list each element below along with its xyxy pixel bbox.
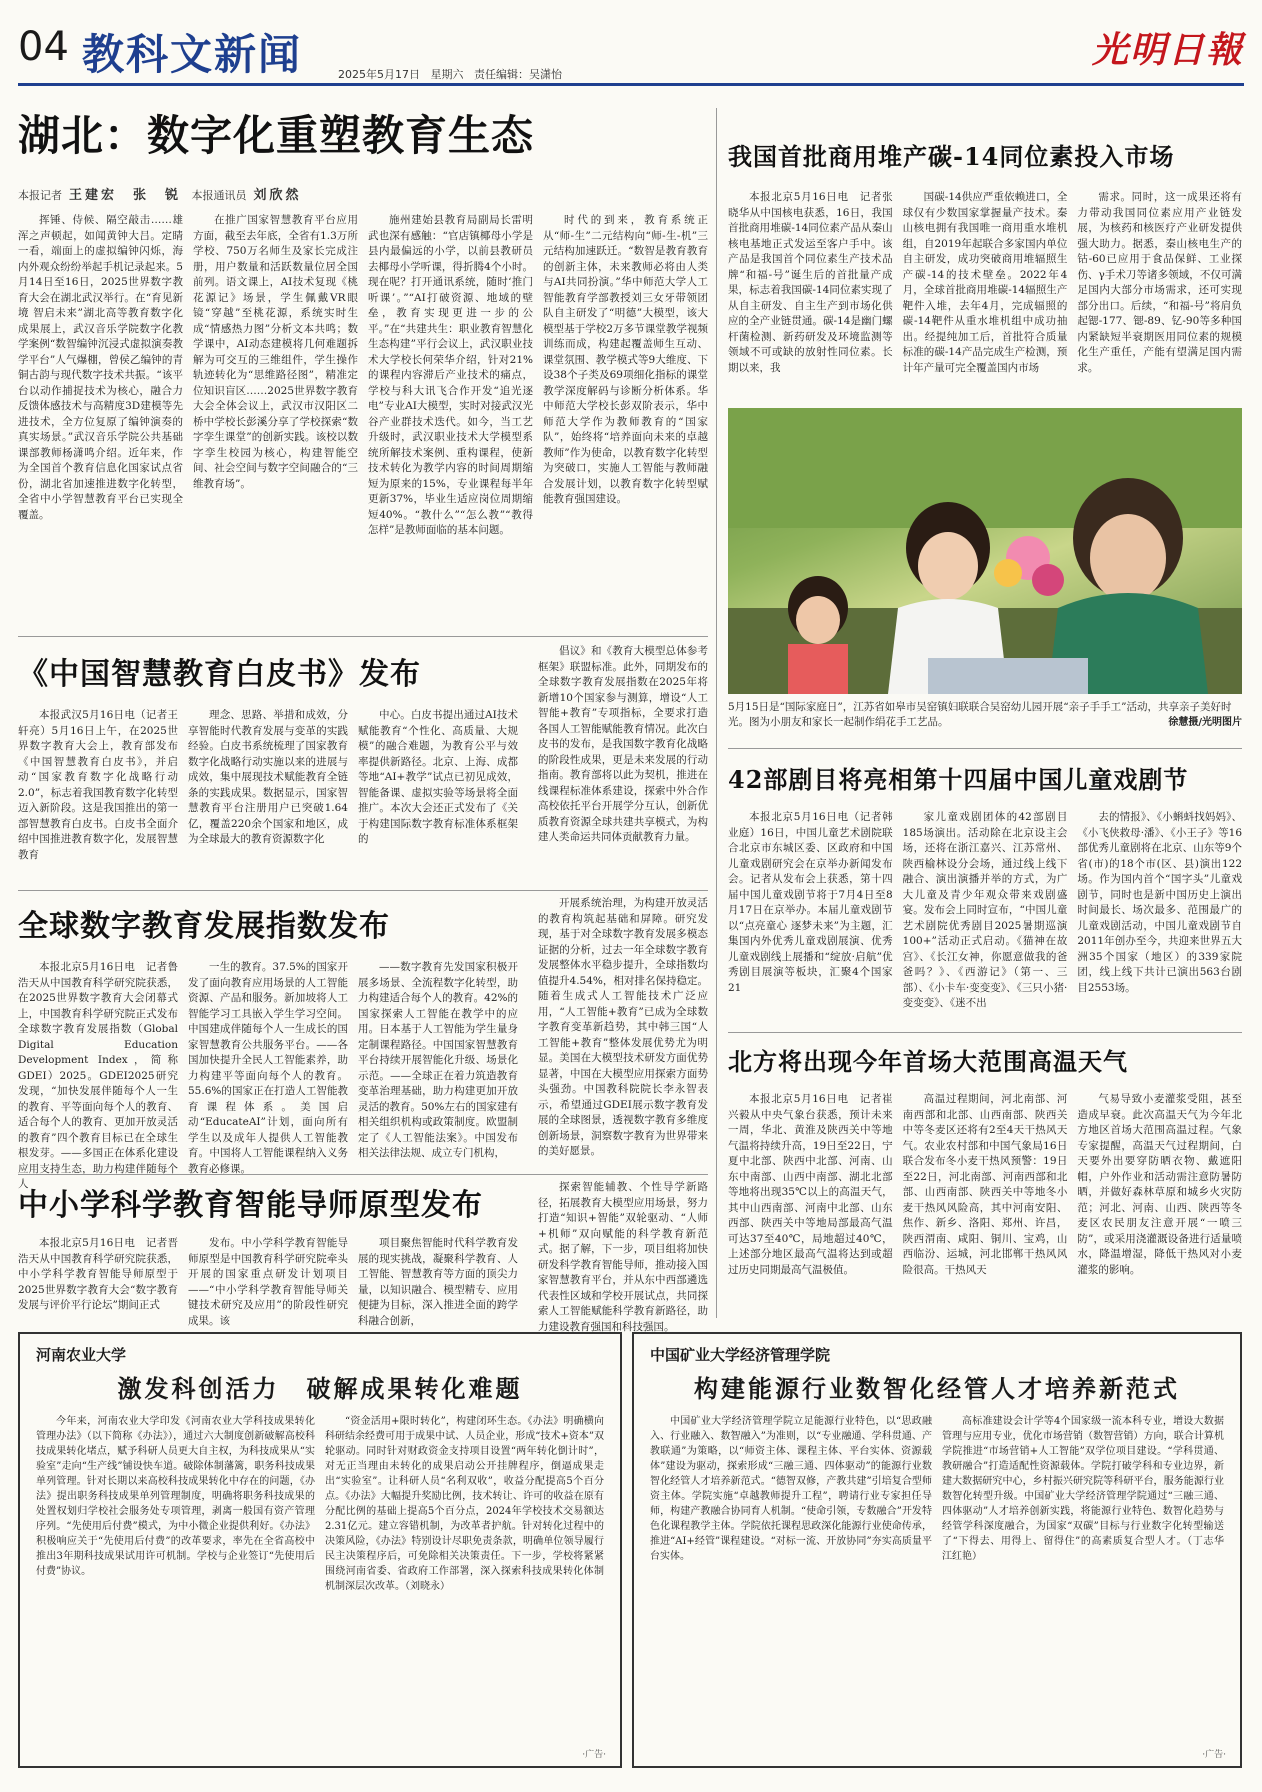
whitepaper-col-2: 理念、思路、举措和成效，分享智能时代教育发展与变革的实践经验。白皮书系统梳理了国家教育数字化战略行动实施以来的进展与成效，集中展现技术赋能教育全链条的实践成果。数据显示，国家智慧教育平台注册用户已突破1.64亿，覆盖220余个国家和地区，成为全球最大的教育资源数字化 — [188, 709, 348, 845]
hubei-col-4: 时代的到来，教育系统正从“师-生”二元结构向“师-生-机”三元结构加速跃迁。“数智是教育教育的创新主体，未来教师必将由人类与AI共同扮演。”华中师范大学人工智能教育学部教授刘三女牙带领团队自主研发了“明德”大模型，该大模型基于学校2万多节课堂教学视频训练而成，构建起覆盖师生互动、课堂氛围、教学模式等9大维度、下设38个子类及69项细化指标的课堂教学深度解码与诊断分析体系。华中师范大学校长彭双阶表示，华中师范大学作为教师教育的“国家队”，始终将“培养面向未来的卓越教师”作为使命，以教育数字化转型为突破口，实施人工智能与教师融合发展计划，以教育数字化转型赋能教育强国建设。 — [543, 214, 708, 505]
page-number: 04 — [18, 24, 69, 70]
ad-tag: ·广告· — [582, 1750, 606, 1760]
carbon-col-3: 需求。同时，这一成果还将有力带动我国同位素应用产业链发展，为核药和核医疗产业研发提供强大助力。据悉，秦山核电生产的钴-60已应用于食品保鲜、工业探伤、γ手术刀等诸多领域，不仅可满足国内大部分市场需求，还可实现部分出口。后续，“和福-号”将肩负起锶-177、锶-89、钇-90等多种国内紧缺短半衰期医用同位素的规模化生产重任，产能有望满足国内需求。 — [1077, 191, 1243, 374]
article-children-theater — [728, 756, 1242, 1026]
photo-caption: 5月15日是“国际家庭日”，江苏省如皋市吴窑镇妇联联合吴窑幼儿园开展“亲子手手工”活动，共享亲子美好时光。图为小朋友和家长一起制作绢花手工艺品。 徐慧摄/光明图片 — [728, 701, 1242, 728]
article-carbon14 — [728, 140, 1242, 398]
issue-weekday: 星期六 — [430, 68, 464, 81]
global-col-3: ——数字教育先发国家积极开展多场景、全流程数字化转型，助力构建适合每个人的教育。42%的国家探索人工智能在教学中的应用。日本基于人工智能为学生量身定制课程路径。中国国家智慧教育平台持续开展智能化升级、场景化示范。——全球正在着力筑造教育变革治理基础，助力构建更加开放灵活的教育。50%左右的国家建有相关组织机构或政策制度。欧盟制定了《人工智能法案》。中国发布相关法律法规、成立专门机构， — [358, 961, 518, 1159]
whitepaper-col-4: 倡议》和《教育大模型总体参考框架》联盟标准。此外，同期发布的全球数字教育发展指数在2025年将新增10个国家参与测算，增设“人工智能+教育”专项指标，全要求打造各国人工智能赋能教育情况。此次白皮书的发布，是我国数字教育化战略的阶段性成果，更是未来发展的行动指南。教育部将以此为契机，推进在线课程标准体系建设，探索中外合作高校依托平台开展学分互认，创新优质教育资源全球共建共享模式，为构建人类命运共同体贡献教育力量。 — [538, 645, 708, 843]
headline-smart-tutor: 中小学科学教育智能导师原型发布 — [18, 1188, 483, 1223]
tutor-col-4: 探索智能辅教、个性导学新路径，拓展教育大模型应用场景，努力打造“知识+智能”双轮驱动、“人师+机师”双向赋能的科学教育新范式。据了解，下一步，项目组将加快研发科学教育智能导师，推动接入国家智慧教育平台，并从东中西部遴选代表性区域和学校开展试点，共同探索人工智能赋能科学教育新路径，助力建设教育强国和科技强国。 — [538, 1181, 708, 1333]
photo-illustration — [728, 408, 1242, 694]
theater-col-2: 家儿童戏剧团体的42部剧目185场演出。活动除在北京设主会场，还将在浙江嘉兴、江苏常州、陕西榆林设分会场，通过线上线下融合、演出演播并举的方式，为广大儿童及青少年观众带来戏剧盛宴。发布会上同时宣布，“中国儿童艺术剧院优秀剧目2025暑期巡演100+”活动正式启动。《猫神在故宫》、《长江女神，你愿意做我的爸爸吗？》、《西游记》（第一、三部）、《小卡车·变变变》、《三只小猪·变变变》、《迷不出 — [902, 811, 1068, 1009]
ad-cumt-economics — [632, 1332, 1242, 1768]
divider — [716, 108, 717, 1318]
section-title: 教科文新闻 — [82, 30, 303, 79]
ad-cumt-col-2: 高标准建设会计学等4个国家级一流本科专业，增设大数据管理与应用专业，优化市场营销（数智营销）方向，联合计算机学院推进“市场营销+人工智能”双学位项目建设。“学科贯通、教研融合”打造适配性资源载体。学院打破学科和专业边界，新建大数据研究中心，乡村振兴研究院等科研平台，服务能源行业数智化转型升级。中国矿业大学经济管理学院通过“三融三通、四体驱动”人才培养创新实践，将能源行业特色、数智化趋势与经管学科深度融合，为国家“双碳”目标与行业数字化转型输送了“下得去、用得上、留得住”的高素质复合型人才。（丁志华 江红艳） — [942, 1416, 1234, 1562]
whitepaper-col-1: 本报武汉5月16日电（记者王轩亮）5月16日上午，在2025世界数字教育大会上，教育部发布《中国智慧教育白皮书》，并启动“国家教育数字化战略行动2.0”，标志着我国教育数字化转型迈入新阶段。这是我国推出的第一部智慧教育白皮书。白皮书全面介绍中国推进教育数字化，发展智慧教育 — [18, 709, 178, 861]
tutor-col-1: 本报北京5月16日电 记者晋浩天从中国教育科学研究院获悉，中小学科学教育智能导师原型于2025世界数字教育大会“数字教育发展与评价平行论坛”期间正式 — [18, 1237, 178, 1311]
ad-henan-col-1: 今年来，河南农业大学印发《河南农业大学科技成果转化管理办法》（以下简称《办法》），通过六大制度创新破解高校科技成果转化堵点，赋予科研人员更大自主权，为科技成果从“实验室”走向“生产线”铺设快车道。破除体制藩篱，职务科技成果单列管理。针对长期以来高校科技成果转化中存在的问题，《办法》提出职务科技成果单列管理制度，明确将职务科技成果的处置权划归学校社会服务处专项管理，剥离一般国有资产管理序列。“先使用后付费”模式，为中小微企业提供利好。《办法》积极响应关于“先使用后付费”的改革要求，率先在全省高校中推出3年期科技成果试用许可机制。学校与企业签订“先使用后付费”协议。 — [36, 1416, 315, 1577]
divider — [18, 636, 708, 637]
article-smart-tutor — [18, 1180, 708, 1333]
headline-children-theater: 42部剧目将亮相第十四届中国儿童戏剧节 — [728, 765, 1189, 794]
byline-hubei: 本报记者 王建宏 张 锐 本报通讯员 刘欣然 — [18, 188, 302, 203]
headline-whitepaper: 《中国智慧教育白皮书》发布 — [18, 657, 421, 692]
global-col-1: 本报北京5月16日电 记者鲁浩天从中国教育科学研究院获悉，在2025世界数字教育大会闭幕式上，中国教育科学研究院正式发布全球数字教育发展指数（Global Digital Education Development Index，简称GDEI）2025。GDEI2025研究发现，“加快发展伴随每个人一生的教育、平等面向每个人的教育、适合每个人的教育、更加开放灵活的教育”四个教育目标已在全球生根发芽。——多国正在体系化建设应用支持生态，助力构建伴随每个人 — [18, 961, 178, 1190]
divider — [728, 748, 1242, 749]
carbon-col-1: 本报北京5月16日电 记者张晓华从中国核电获悉，16日，我国首批商用堆碳-14同位素产品从秦山核电基地正式发运至客户手中。该产品是我国首个同位素生产技术品牌“和福-号”诞生后的首批量产成果，标志着我国碳-14同位素实现了从自主研发、自主生产到市场化供应的全产业链贯通。碳-14是幽门螺杆菌检测、新药研发及环境监测等领域不可或缺的放射性同位素。长期以来，我 — [728, 191, 893, 374]
ad-cumt-col-1: 中国矿业大学经济管理学院立足能源行业特色，以“思政融入、行业融入、数智融入”为准则，以“专业融通、学科贯通、产教联通”为策略，以“师资主体、课程主体、平台实体、资源载体”建设为驱动，探索形成“三融三通、四体驱动”的能源行业数智化经管人才培养新范式。“德智双修，产教共建”引培复合型师资主体。学院实施“卓越教师提升工程”，聘请行业专家担任导师，构建产教融合协同育人机制。“使命引领，专数融合”开发特色化课程教学主体。学院依托课程思政深化能源行业使命传承，推进“AI+经管”课程建设。“对标一流、开放协同”夯实高质量平台实体。 — [650, 1416, 932, 1562]
ad-tag: ·广告· — [1202, 1750, 1226, 1760]
hubei-col-3: 施州建始县教育局副局长雷明武也深有感触：“官店镇椰母小学是县内最偏远的小学，以前县教研员去椰母小学听课，得折腾4个小时。现在呢？打开通讯系统，随时‘推门听课’。”“AI打破资源、地域的壁垒，教育实现更进一步的公平。”在“共建共生：职业教育智慧化生态构建”平行会议上，武汉职业技术大学校长何荣华介绍，针对21%的课程内容滞后产业技术的痛点，学校与科大讯飞合作开发“追光逐电”专业AI大模型，实时对接武汉光谷产业群技术迭代。如今，当工艺升级时，武汉职业技术大学模型系统所解技术案例、重构课程，使新技术转化为教学内容的时间周期缩短为原来的15%，专业课程每半年更新37%，毕业生适应岗位周期缩短40%。“教什么”“怎么教”“教得怎样”是教师面临的基本问题。 — [368, 214, 533, 536]
headline-global-index: 全球数字教育发展指数发布 — [18, 909, 390, 944]
heat-col-3: 气易导致小麦灌浆受阻，甚至造成早衰。此次高温天气为今年北方地区首场大范围高温过程。气象专家提醒，高温天气过程期间，白天要外出要穿防晒衣物、戴遮阳帽，户外作业和活动需注意防暑防晒，并做好森林草原和城乡火灾防范；河北、河南、山西、陕西等冬麦区农民朋友注意开展“一喷三防”，或采用浇灌溉设备进行适量喷水，降温增湿，降低干热风对小麦灌浆的影响。 — [1077, 1093, 1243, 1276]
theater-col-3: 去的情报》、《小蝌蚪找妈妈》、《小飞侠救母·潘》、《小王子》等16部优秀儿童剧将在北京、山东等9个省(市)的18个市(区、县)演出122场。作为国内首个“国字头”儿童戏剧节，同时也是新中国历史上演出时间最长、场次最多、范围最广的儿童戏剧活动，中国儿童戏剧节自2011年创办至今，共迎来世界五大洲35个国家（地区）的339家院团，线上线下共计已演出563台剧目2553场。 — [1077, 811, 1243, 994]
article-global-index — [18, 896, 708, 1190]
article-heatwave — [728, 1040, 1242, 1320]
tutor-col-2: 发布。中小学科学教育智能导师原型是中国教育科学研究院牵头开展的国家重点研发计划项目——“中小学科学教育智能导师关键技术研究及应用”的阶段性研究成果。该 — [188, 1237, 348, 1327]
headline-heatwave: 北方将出现今年首场大范围高温天气 — [728, 1047, 1128, 1076]
heat-col-1: 本报北京5月16日电 记者崔兴毅从中央气象台获悉，预计未来一周，华北、黄淮及陕西关中等地气温将持续升高，19日至22日，宁夏中北部、陕西中北部、河南、山东中南部、山西中南部、湖北北部等地将出现35℃以上的高温天气，其中山西南部、河南中北部、山东西部、陕西关中等地局部最高气温可达37至40℃，局地超过40℃，上述部分地区最高气温将达到或超过历史同期最高气温极值。 — [728, 1093, 893, 1276]
tutor-col-3: 项目聚焦智能时代科学教育发展的现实挑战，凝聚科学教育、人工智能、智慧教育等方面的顶尖力量，以知识融合、模型精专、应用便捷为目标，深入推进全面的跨学科融合创新， — [358, 1237, 518, 1327]
whitepaper-col-3: 中心。白皮书提出通过AI技术赋能教育“个性化、高质量、大规模”的融合难题，为教育公平与效率提供新路径。北京、上海、成都等地“AI+教学”试点已初见成效，智能备课、虚拟实验等场景将全面推广。本次大会还正式发布了《关于构建国际数字教育标准体系框架的 — [358, 709, 518, 845]
article-hubei — [18, 108, 708, 628]
hubei-col-1: 挥锤、侍候、隔空敲击……雄浑之声顿起，如闻黄钟大吕。定睛一看，端面上的虚拟编钟闪烁，海内外观众纷纷举起手机记录起来。5月14日至16日，2025世界数字教育大会在湖北武汉举行。在“育见新境 智启未来”湖北高等教育数字化成果展上，武汉音乐学院数字化教学案例“数智编钟沉浸式虚拟演奏教学平台”人气爆棚，曾侯乙编钟的青铜古韵与现代数字技术共振。“该平台以动作捕捉技术为核心，融合力反馈体感技术与高精度3D建模等先进技术，全方位复原了编钟演奏的真实场景。”武汉音乐学院公共基础课部教师杨潇鸣介绍。近年来，作为全国首个教育信息化国家试点省份，湖北省加速推进数字化转型，全省中小学智慧教育平台已实现全覆盖。 — [18, 214, 183, 521]
masthead — [18, 22, 1244, 86]
issue-date: 2025年5月17日 — [338, 68, 420, 81]
ad-cumt-university: 中国矿业大学经济管理学院 — [650, 1346, 831, 1364]
headline-carbon14: 我国首批商用堆产碳-14同位素投入市场 — [728, 142, 1175, 171]
global-col-2: 一生的教育。37.5%的国家开发了面向教育应用场景的人工智能资源、产品和服务。新加坡将人工智能学习工具嵌入学生学习空间。中国建成伴随每个人一生成长的国家智慧教育公共服务平台。——各国加快提升全民人工智能素养，助力构建平等面向每个人的教育。55.6%的国家正在打造人工智能教育课程体系。美国启动“EducateAI”计划，面向所有学生以及成年人提供人工智能教育。中国将人工智能课程纳入义务教育必修课。 — [188, 961, 348, 1175]
theater-col-1: 本报北京5月16日电（记者韩业庭）16日，中国儿童艺术剧院联合北京市东城区委、区政府和中国儿童戏剧研究会在京举办新闻发布会。记者从发布会上获悉，第十四届中国儿童戏剧节将于7月4日至8月17日在京举办。本届儿童戏剧节以“点亮童心 逐梦未来”为主题，汇集国内外优秀儿童戏剧展演、优秀儿童戏剧线上展播和“绽放·启航”优秀剧目展演等板块，汇聚4个国家21 — [728, 811, 893, 994]
headline-hubei: 湖北：数字化重塑教育生态 — [18, 111, 535, 160]
ad-cumt-headline: 构建能源行业数智化经管人才培养新范式 — [694, 1374, 1180, 1403]
ad-henan-headline: 激发科创活力 破解成果转化难题 — [117, 1374, 523, 1403]
reporter-names: 王建宏 张 锐 — [69, 188, 182, 203]
news-photo — [728, 408, 1242, 694]
ad-henan-university: 河南农业大学 — [36, 1346, 127, 1364]
article-whitepaper — [18, 644, 708, 884]
issue-editor: 责任编辑：吴潇怡 — [474, 68, 562, 81]
divider — [728, 1032, 1242, 1033]
global-col-4: 开展系统治理，为构建开放灵活的教育构筑起基础和屏障。研究发现，基于对全球数字教育发展多模态证据的分析，过去一年全球数字教育发展整体水平稳步提升，全球指数均值提升4.54%，相对排名保持稳定。随着生成式人工智能技术广泛应用，“人工智能+教育”已成为全球数字教育变革新趋势，其中韩三国“人工智能+教育”整体发展优势尤为明显。美国在大模型技术研发方面优势显著，中国在大模型应用探索方面势头强劲。中国教科院院长李永智表示，希望通过GDEI展示数字教育发展的全球图景，透视数字教育多维度创新场景，洞察数字教育为世界带来的美好愿景。 — [538, 897, 708, 1157]
photo-credit: 徐慧摄/光明图片 — [1168, 717, 1242, 728]
issue-info — [338, 66, 562, 82]
carbon-col-2: 国碳-14供应严重依赖进口，全球仅有少数国家掌握量产技术。秦山核电拥有我国唯一商用重水堆机组，自2019年起联合多家国内单位自主研发，成功突破商用堆辐照生产碳-14的技术壁垒。2022年4月，全球首批商用堆碳-14辐照生产靶件入堆，去年4月，完成辐照的碳-14靶件从重水堆机组中成功抽出。经提纯加工后，首批符合质量标准的碳-14产品完成生产检测，预计年产量可完全覆盖国内市场 — [902, 191, 1068, 374]
ad-henan-agricultural — [18, 1332, 622, 1768]
divider — [18, 890, 708, 891]
divider — [18, 1174, 708, 1175]
heat-col-2: 高温过程期间，河北南部、河南西部和北部、山西南部、陕西关中等冬麦区还将有2至4天干热风天气。农业农村部和中国气象局16日联合发布冬小麦干热风预警：19日至22日，河北南部、河南西部和北部、山西南部、陕西关中等地冬小麦干热风风险高，其中河南安阳、焦作、新乡、洛阳、郑州、许昌，陕西渭南、咸阳、铜川、宝鸡，山西临汾、运城，河北邯郸干热风风险很高。干热风天 — [902, 1093, 1068, 1276]
newspaper-logo: 光明日報 — [1091, 29, 1244, 71]
correspondent-name: 刘欣然 — [253, 188, 302, 203]
hubei-col-2: 在推广国家智慧教育平台应用方面，截至去年底，全省有1.3万所学校、750万名师生及家长完成注册，用户数量和活跃数量位居全国前列。语文课上，AI技术复现《桃花源记》场景，学生佩戴VR眼镜“穿越”至桃花源，系统实时生成“情感热力图”分析文本共鸣；数学课中，AI动态建模将几何难题拆解为可交互的三维组件，学生操作轨迹转化为“思维路径图”，精准定位知识盲区……2025世界数字教育大会全体会议上，武汉市汉阳区二桥中学校长彭溪分享了学校探索“数字孪生课堂”的创新实践。该校以数字孪生校园为核心，构建智能空间、社会空间与数字空间融合的“三维教育场”。 — [193, 214, 358, 490]
ad-henan-col-2: “资金活用+限时转化”，构建闭环生态。《办法》明确横向科研结余经费可用于成果中试、人员企业，形成“技术+资本”双轮驱动。同时针对财政资金支持项目设置“两年转化倒计时”，对无正当理由未转化的成果启动公开挂牌程序，倒逼成果走出“实验室”。让科研人员“名利双收”，收益分配提高5个百分点。《办法》大幅提升奖励比例，技术转让、许可的收益在原有分配比例的基础上提高5个百分点，2024年学校技术交易额达2.31亿元。建立容错机制，为改革者护航。针对转化过程中的决策风险，《办法》特别设计尽职免责条款，明确单位领导履行民主决策程序后，可免除相关决策责任。下一步，学校将紧紧围绕河南省委、省政府工作部署，深入探索科技成果转化体制机制深层次改革。（刘晓永） — [325, 1416, 604, 1592]
